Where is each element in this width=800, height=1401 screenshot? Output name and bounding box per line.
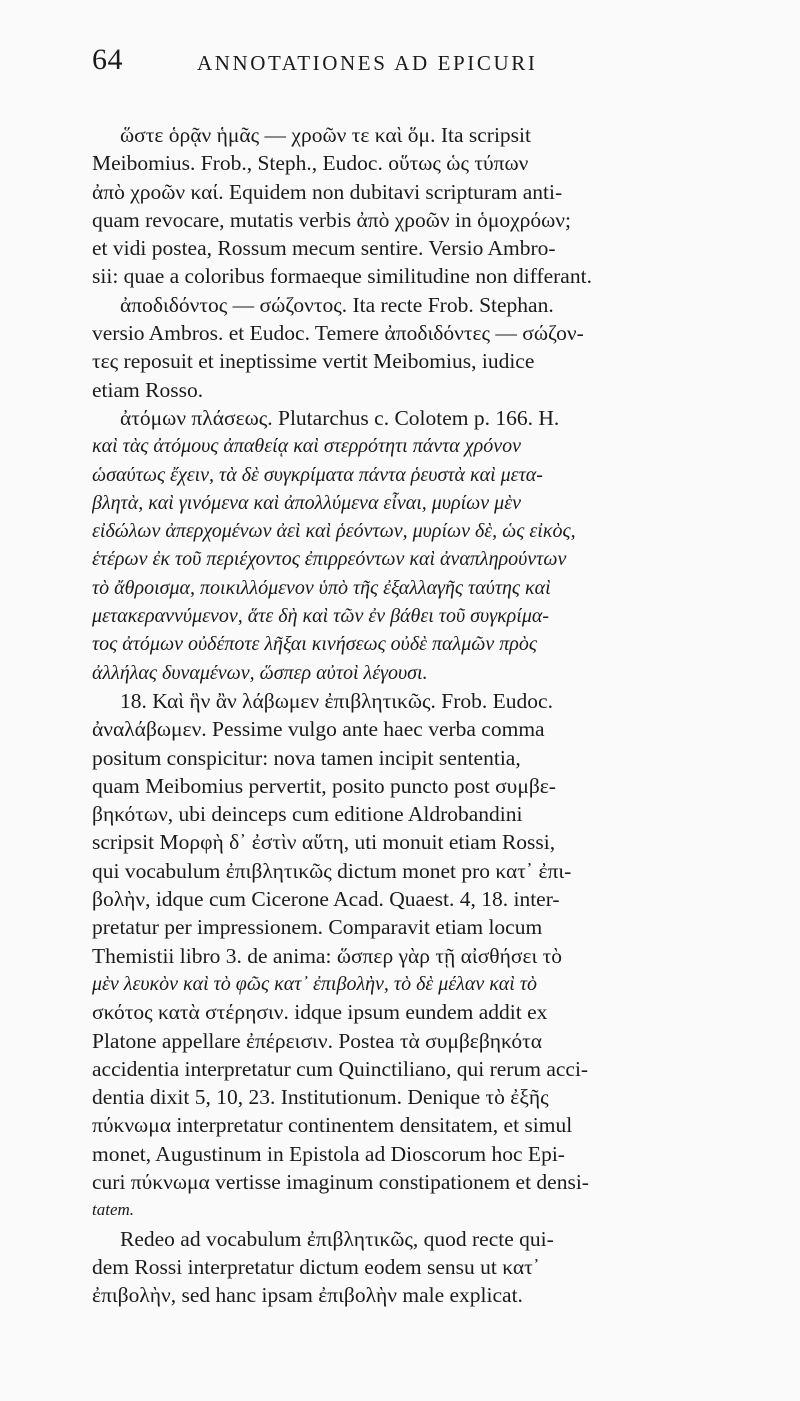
- text-line: μετακεραννύμενον, ἅτε δὴ καὶ τῶν ἐν βάθει τοῦ συγκρίμα-: [92, 605, 550, 628]
- body-text: [92, 121, 764, 1309]
- text-line: τες reposuit et ineptissime vertit Meibomius, iudice: [92, 349, 535, 374]
- text-line: σκότος κατὰ στέρησιν. idque ipsum eundem addit ex: [92, 1000, 548, 1025]
- text-line: positum conspicitur: nova tamen incipit sententia,: [92, 745, 521, 770]
- text-line: versio Ambros. et Eudoc. Temere ἀποδιδόντες — σώζον-: [92, 321, 584, 346]
- text-line: ἀναλάβωμεν. Pessime vulgo ante haec verba comma: [92, 717, 545, 742]
- text-line: ἀλλήλας δυναμένων, ὥσπερ αὐτοὶ λέγουσι.: [92, 661, 428, 684]
- text-line: εἰδώλων ἀπερχομένων ἀεὶ καὶ ῥεόντων, μυρίων δὲ, ὡς εἰκὸς,: [92, 520, 576, 543]
- text-line: pretatur per impressionem. Comparavit etiam locum: [92, 915, 543, 940]
- text-line: Redeo ad vocabulum ἐπιβλητικῶς, quod recte qui-: [120, 1226, 554, 1251]
- text-line: et vidi postea, Rossum mecum sentire. Versio Ambro-: [92, 236, 556, 261]
- text-line: curi πύκνωμα vertisse imaginum constipationem et densi-: [92, 1169, 589, 1194]
- text-line: dentia dixit 5, 10, 23. Institutionum. Denique τὸ ἐξῆς: [92, 1085, 549, 1110]
- text-line: ἑτέρων ἐκ τοῦ περιέχοντος ἐπιρρεόντων καὶ ἀναπληρούντων: [92, 548, 567, 571]
- text-line: ἐπιβολὴν, sed hanc ipsam ἐπιβολὴν male explicat.: [92, 1283, 523, 1308]
- text-line: dem Rossi interpretatur dictum eodem sensu ut κατ᾽: [92, 1254, 540, 1279]
- text-line: ἀπὸ χροῶν καί. Equidem non dubitavi scripturam anti-: [92, 179, 563, 204]
- text-line: quam Meibomius pervertit, posito puncto post συμβε-: [92, 773, 556, 798]
- page-number: 64: [92, 43, 123, 76]
- text-line: ἀποδιδόντος — σώζοντος. Ita recte Frob. Stephan.: [120, 292, 554, 317]
- text-line: τὸ ἄθροισμα, ποικιλλόμενον ὑπὸ τῆς ἐξαλλαγῆς ταύτης καὶ: [92, 576, 551, 599]
- text-line: 18. Καὶ ἣν ἂν λάβωμεν ἐπιβλητικῶς. Frob. Eudoc.: [120, 688, 553, 713]
- text-line: καὶ τὰς ἀτόμους ἀπαθείᾳ καὶ στερρότητι πάντα χρόνον: [92, 435, 521, 458]
- text-line: Themistii libro 3. de anima: ὥσπερ γὰρ τῇ αἰσθήσει τὸ: [92, 943, 563, 968]
- text-line: ἀτόμων πλάσεως. Plutarchus c. Colotem p. 166. H.: [120, 405, 560, 430]
- text-line: etiam Rosso.: [92, 377, 204, 402]
- text-line: ὥστε ὁρᾷν ἡμᾶς — χροῶν τε καὶ ὅμ. Ita scripsit: [120, 123, 531, 147]
- text-line: sii: quae a coloribus formaeque similitudine non differant.: [92, 264, 592, 289]
- page-header: [92, 42, 692, 82]
- text-line: ὡσαύτως ἔχειν, τὰ δὲ συγκρίματα πάντα ῥευστὰ καὶ μετα-: [92, 463, 543, 486]
- text-line: τος ἀτόμων οὐδέποτε λῆξαι κινήσεως οὐδὲ παλμῶν πρὸς: [92, 633, 537, 656]
- text-line: πύκνωμα interpretatur continentem densitatem, et simul: [92, 1113, 573, 1138]
- text-line: accidentia interpretatur cum Quinctiliano, qui rerum acci-: [92, 1056, 589, 1081]
- text-line: βολὴν, idque cum Cicerone Acad. Quaest. 4, 18. inter-: [92, 887, 560, 912]
- text-line: μὲν λευκὸν καὶ τὸ φῶς κατ᾽ ἐπιβολὴν, τὸ δὲ μέλαν καὶ τὸ: [92, 972, 538, 995]
- running-title: ANNOTATIONES AD EPICURI: [197, 51, 538, 75]
- text-line: tatem.: [92, 1200, 135, 1220]
- text-line: qui vocabulum ἐπιβλητικῶς dictum monet pro κατ᾽ ἐπι-: [92, 858, 572, 883]
- text-line: βλητὰ, καὶ γινόμενα καὶ ἀπολλύμενα εἶναι, μυρίων μὲν: [92, 491, 521, 514]
- text-line: monet, Augustinum in Epistola ad Dioscorum hoc Epi-: [92, 1141, 565, 1166]
- text-line: scripsit Μορφὴ δ᾽ ἐστὶν αὕτη, uti monuit etiam Rossi,: [92, 830, 556, 855]
- text-line: Platone appellare ἐπέρεισιν. Postea τὰ συμβεβηκότα: [92, 1028, 543, 1053]
- text-line: βηκότων, ubi deinceps cum editione Aldrobandini: [92, 802, 523, 827]
- text-line: Meibomius. Frob., Steph., Eudoc. οὕτως ὡς τύπων: [92, 151, 529, 176]
- text-line: quam revocare, mutatis verbis ἀπὸ χροῶν in ὁμοχρόων;: [92, 207, 571, 232]
